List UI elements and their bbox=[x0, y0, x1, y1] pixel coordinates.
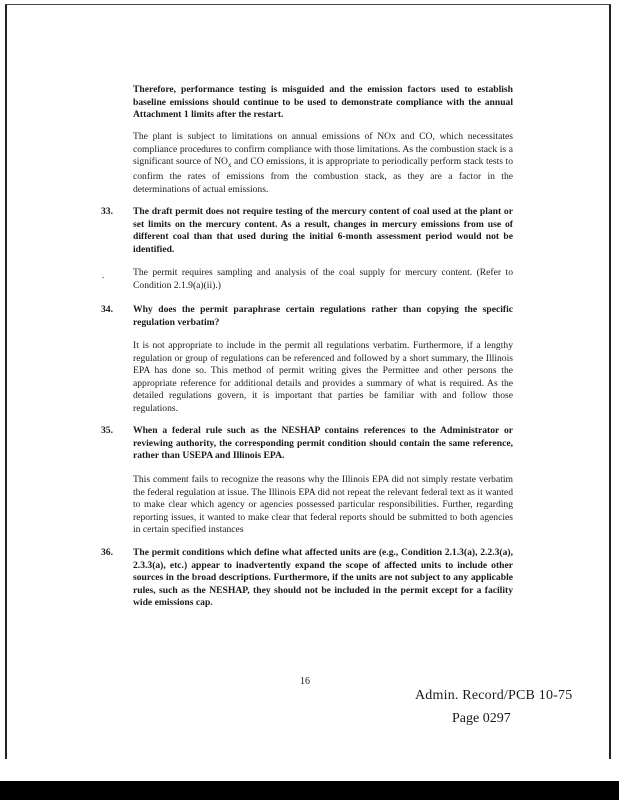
bullet-mark: . bbox=[102, 270, 105, 280]
comment-number-35: 35. bbox=[101, 425, 113, 436]
response-34: It is not appropriate to include in the permit all regulations verbatim. Furthermore, if a lengthy regulation or group of regulations can be referenced and followed by a short summary, the Illinois EPA has done so. This method of permit writing gives the Permittee and other persons the appropriate reference for additional details and provides a summary of what is required. As the detailed regulations govern, it is important that parties be familiar with and follow those regulations. bbox=[133, 340, 513, 414]
comment-34: Why does the permit paraphrase certain regulations rather than copying the specific regulation verbatim? bbox=[133, 304, 513, 328]
comment-36: The permit conditions which define what affected units are (e.g., Condition 2.1.3(a), 2.2.3(a), 2.3.3(a), etc.) appear to inadvertently expand the scope of affected units to include other sources in the broad descriptions. Furthermore, if the units are not subject to any applicable rules, such as the NESHAP, they should not be included in the permit except for a facility wide emissions cap. bbox=[133, 547, 513, 608]
comment-33: The draft permit does not require testing of the mercury content of coal used at the plant or set limits on the mercury content. As a result, changes in mercury emissions from use of different coal than that used during the initial 6-month assessment period would not be identified. bbox=[133, 206, 513, 255]
paragraph-conclusion: Therefore, performance testing is misguided and the emission factors used to establish baseline emissions should continue to be used to demonstrate compliance with the annual Attachment 1 limits after the restart. bbox=[133, 84, 513, 120]
page-number: 16 bbox=[300, 676, 310, 687]
page-stamp: Page 0297 bbox=[452, 711, 511, 726]
paragraph-nox-co: The plant is subject to limitations on annual emissions of NOx and CO, which necessitates compliance procedures to confirm compliance with those limitations. As the combustion stack is a significant source of $NO_x$ and CO emissions, it is appropriate to periodically perform stack tests to confirm the rates of emissions from the combustion stack, as they are a factor in the determinations of actual emissions. bbox=[133, 131, 513, 195]
response-35: This comment fails to recognize the reasons why the Illinois EPA did not simply restate verbatim the federal regulation at issue. The Illinois EPA did not repeat the relevant federal text as it wanted to make clear which agency or agencies possessed particular responsibilities. Further, regarding reporting issues, it wanted to make clear that federal reports should be submitted to both agencies in certain specified instances bbox=[133, 474, 513, 535]
comment-number-36: 36. bbox=[101, 547, 113, 558]
comment-number-33: 33. bbox=[101, 206, 113, 217]
comment-number-34: 34. bbox=[101, 304, 113, 315]
scan-bottom-bar bbox=[0, 781, 619, 800]
comment-35: When a federal rule such as the NESHAP contains references to the Administrator or reviewing authority, the corresponding permit condition should contain the same reference, rather than USEPA and Illinois EPA. bbox=[133, 425, 513, 461]
record-stamp: Admin. Record/PCB 10-75 bbox=[415, 688, 573, 703]
response-33: The permit requires sampling and analysis of the coal supply for mercury content. (Refer to Condition 2.1.9(a)(ii).) bbox=[133, 267, 513, 291]
